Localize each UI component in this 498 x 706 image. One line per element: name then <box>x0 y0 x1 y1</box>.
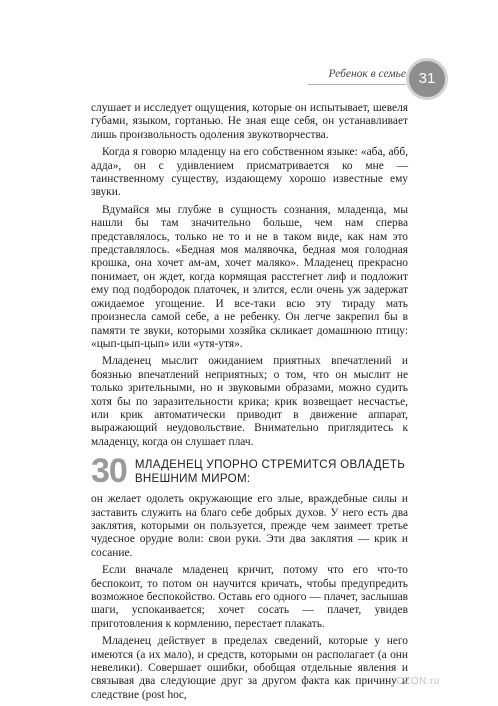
paragraph: Вдумайся мы глубже в сущность сознания, младенца, мы нашли бы там значительно больше, чем нам сперва представлялось, только не то и не в таком виде, как нам это представлялось. «Бедная моя малявочка, бедная моя голодная крошка, она хочет ам-ам, хочет маляко». Младенец прекрасно понимает, он ждет, когда кормящая расстегнет лиф и подложит ему под подбородок платочек, и злится, если очень уж задержат ожидаемое угощение. И все-таки всю эту тираду мать произнесла самой себе, а не ребенку. Он легче закрепил бы в памяти те звуки, которыми хозяйка скликает домашнюю птицу: «цып-цып-цып» или «утя-утя». <box>91 203 408 350</box>
paragraph: Если вначале младенец кричит, потому что его что-то беспокоит, то потом он научится кричать, чтобы предупредить возможное беспокойство. Оставь его одного — плачет, заслышав шаги, успокаивается; хочет сосать — плачет, увидев приготовления к кормлению, перестает плакать. <box>91 564 408 630</box>
header-rule <box>308 84 406 85</box>
paragraph: он желает одолеть окружающие его злые, враждебные силы и заставить служить на благо себе добрых духов. У него есть два заклятия, которыми он пользуется, прежде чем заимеет третье чудесное орудие воли: свои руки. Эти два заклятия — крик и сосание. <box>91 493 408 559</box>
page-header <box>0 54 498 100</box>
page-number-badge: 31 <box>406 58 448 100</box>
watermark: OZON.ru <box>395 676 440 687</box>
section-heading <box>91 452 408 491</box>
body-text <box>91 102 408 706</box>
running-title: Ребенок в семье <box>328 68 406 80</box>
paragraph: Когда я говорю младенцу на его собственном языке: «аба, абб, адда», он с удивлением присматривается ко мне — таинственному существу, издающему хорошо известные ему звуки. <box>91 146 408 199</box>
paragraph: Младенец действует в пределах сведений, которые у него имеются (а их мало), и средств, которыми он располагает (а они невелики). Совершает ошибки, обобщая отдельные явления и связывая два следующие друг за другом факта как причину и следствие (post hoc, <box>91 635 408 701</box>
section-number: 30 <box>91 452 127 491</box>
paragraph: слушает и исследует ощущения, которые он испытывает, шевеля губами, языком, гортанью. Не зная еще себя, он устанавливает лишь произвольность одоления звукотворчества. <box>91 102 408 141</box>
paragraph: Младенец мыслит ожиданием приятных впечатлений и боязнью впечатлений неприятных; о том, что он мыслит не только зрительными, но и звуковыми образами, можно судить хотя бы по заразительности крика; крик возвещает несчастье, или крик автоматически приводит в движение аппарат, выражающий неудовольствие. Внимательно приглядитесь к младенцу, когда он слушает плач. <box>91 355 408 448</box>
section-title: МЛАДЕНЕЦ УПОРНО СТРЕМИТСЯ ОВЛАДЕТЬ ВНЕШНИМ МИРОМ: <box>134 458 406 485</box>
